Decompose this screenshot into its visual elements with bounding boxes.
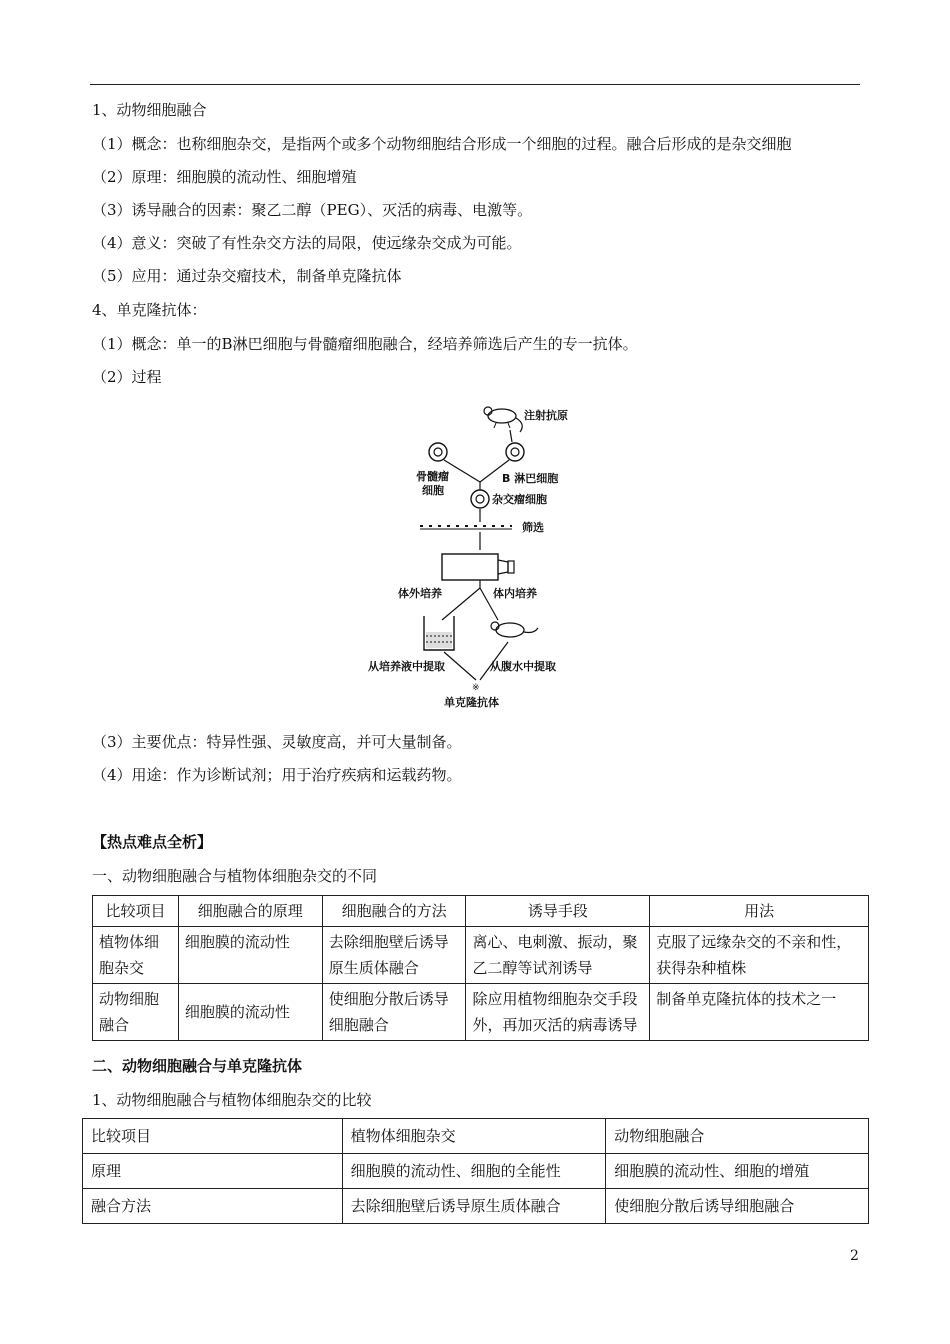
table-cell: 去除细胞壁后诱导原生质体融合 xyxy=(342,1189,606,1224)
sub-heading-3: 1、动物细胞融合与植物体细胞杂交的比较 xyxy=(92,1091,372,1109)
sec4-item: （2）过程 xyxy=(92,368,162,386)
table-cell: 除应用植物细胞杂交手段外，再加灭活的病毒诱导 xyxy=(466,984,650,1041)
table-header-row xyxy=(93,896,869,927)
table-cell: 制备单克隆抗体的技术之一 xyxy=(650,984,869,1041)
sec4-item: （3）主要优点：特异性强、灵敏度高，并可大量制备。 xyxy=(92,733,462,751)
section-4-title: 4、单克隆抗体： xyxy=(92,301,207,319)
label-myeloma-2: 细胞 xyxy=(422,484,444,497)
label-bcell: B 淋巴细胞 xyxy=(502,472,559,485)
monoclonal-antibody-process-diagram xyxy=(368,398,580,714)
hot-heading: 【热点难点全析】 xyxy=(92,833,213,851)
sec4-item: （1）概念：单一的B淋巴细胞与骨髓瘤细胞融合，经培养筛选后产生的专一抗体。 xyxy=(92,335,638,353)
table-cell: 克服了远缘杂交的不亲和性，获得杂种植株 xyxy=(650,927,869,984)
mouse-icon xyxy=(484,407,522,432)
table-cell: 融合方法 xyxy=(83,1189,343,1224)
table-cell: 使细胞分散后诱导细胞融合 xyxy=(606,1189,869,1224)
label-antibody: 单克隆抗体 xyxy=(444,696,499,709)
sec4-item: （4）用途：作为诊断试剂；用于治疗疾病和运载药物。 xyxy=(92,766,462,784)
table-cell: 细胞膜的流动性、细胞的增殖 xyxy=(606,1154,869,1189)
sub-heading-2: 二、动物细胞融合与单克隆抗体 xyxy=(92,1057,303,1075)
table-cell: 细胞膜的流动性、细胞的全能性 xyxy=(342,1154,606,1189)
table-header-cell: 细胞融合的原理 xyxy=(178,896,322,927)
sec1-item: （5）应用：通过杂交瘤技术，制备单克隆抗体 xyxy=(92,267,402,285)
svg-text:※: ※ xyxy=(472,683,480,693)
mouse-icon xyxy=(491,622,538,637)
sec1-item: （3）诱导融合的因素：聚乙二醇（PEG）、灭活的病毒、电激等。 xyxy=(92,201,533,219)
table-row xyxy=(93,927,869,984)
table-cell: 细胞膜的流动性 xyxy=(178,927,322,984)
hybridoma-cell-icon xyxy=(471,490,489,508)
sec1-item: （1）概念：也称细胞杂交，是指两个或多个动物细胞结合形成一个细胞的过程。融合后形成的是杂交细胞 xyxy=(92,135,792,153)
table-cell: 去除细胞壁后诱导原生质体融合 xyxy=(322,927,466,984)
table-cell: 离心、电刺激、振动，聚乙二醇等试剂诱导 xyxy=(466,927,650,984)
table-header-cell: 比较项目 xyxy=(83,1119,343,1154)
sec1-item: （2）原理：细胞膜的流动性、细胞增殖 xyxy=(92,168,357,186)
table-header-cell: 用法 xyxy=(650,896,869,927)
table-header-cell: 植物体细胞杂交 xyxy=(342,1119,606,1154)
screening-plate-icon xyxy=(420,526,512,529)
comparison-table-1 xyxy=(92,895,869,1041)
table-header-cell: 动物细胞融合 xyxy=(606,1119,869,1154)
antibody-icon xyxy=(472,683,480,693)
header-rule xyxy=(90,84,860,85)
label-hybridoma: 杂交瘤细胞 xyxy=(492,493,547,506)
section-1-title: 1、动物细胞融合 xyxy=(92,101,207,119)
table-cell: 使细胞分散后诱导细胞融合 xyxy=(322,984,466,1041)
comparison-table-2 xyxy=(82,1118,869,1224)
label-from-ascites: 从腹水中提取 xyxy=(490,660,556,673)
beaker-icon xyxy=(424,616,454,650)
table-cell: 原理 xyxy=(83,1154,343,1189)
b-cell-icon xyxy=(506,443,524,461)
table-row xyxy=(93,984,869,1041)
table-header-cell: 诱导手段 xyxy=(466,896,650,927)
page-number: 2 xyxy=(850,1248,859,1264)
label-inject: 注射抗原 xyxy=(524,409,568,422)
label-screen: 筛选 xyxy=(522,521,544,534)
culture-bottle-icon xyxy=(442,554,514,580)
sub-heading-1: 一、动物细胞融合与植物体细胞杂交的不同 xyxy=(92,867,378,885)
sec1-item: （4）意义：突破了有性杂交方法的局限，使远缘杂交成为可能。 xyxy=(92,234,522,252)
label-myeloma-1: 骨髓瘤 xyxy=(416,470,449,483)
table-header-cell: 细胞融合的方法 xyxy=(322,896,466,927)
label-in-vivo: 体内培养 xyxy=(493,587,537,600)
table-header-row xyxy=(83,1119,869,1154)
table-cell: 细胞膜的流动性 xyxy=(178,984,322,1041)
myeloma-cell-icon xyxy=(429,443,447,461)
table-row xyxy=(83,1189,869,1224)
label-from-medium: 从培养液中提取 xyxy=(368,660,445,673)
table-header-cell: 比较项目 xyxy=(93,896,179,927)
table-row xyxy=(83,1154,869,1189)
label-in-vitro: 体外培养 xyxy=(398,587,442,600)
table-cell: 植物体细胞杂交 xyxy=(93,927,179,984)
table-cell: 动物细胞融合 xyxy=(93,984,179,1041)
